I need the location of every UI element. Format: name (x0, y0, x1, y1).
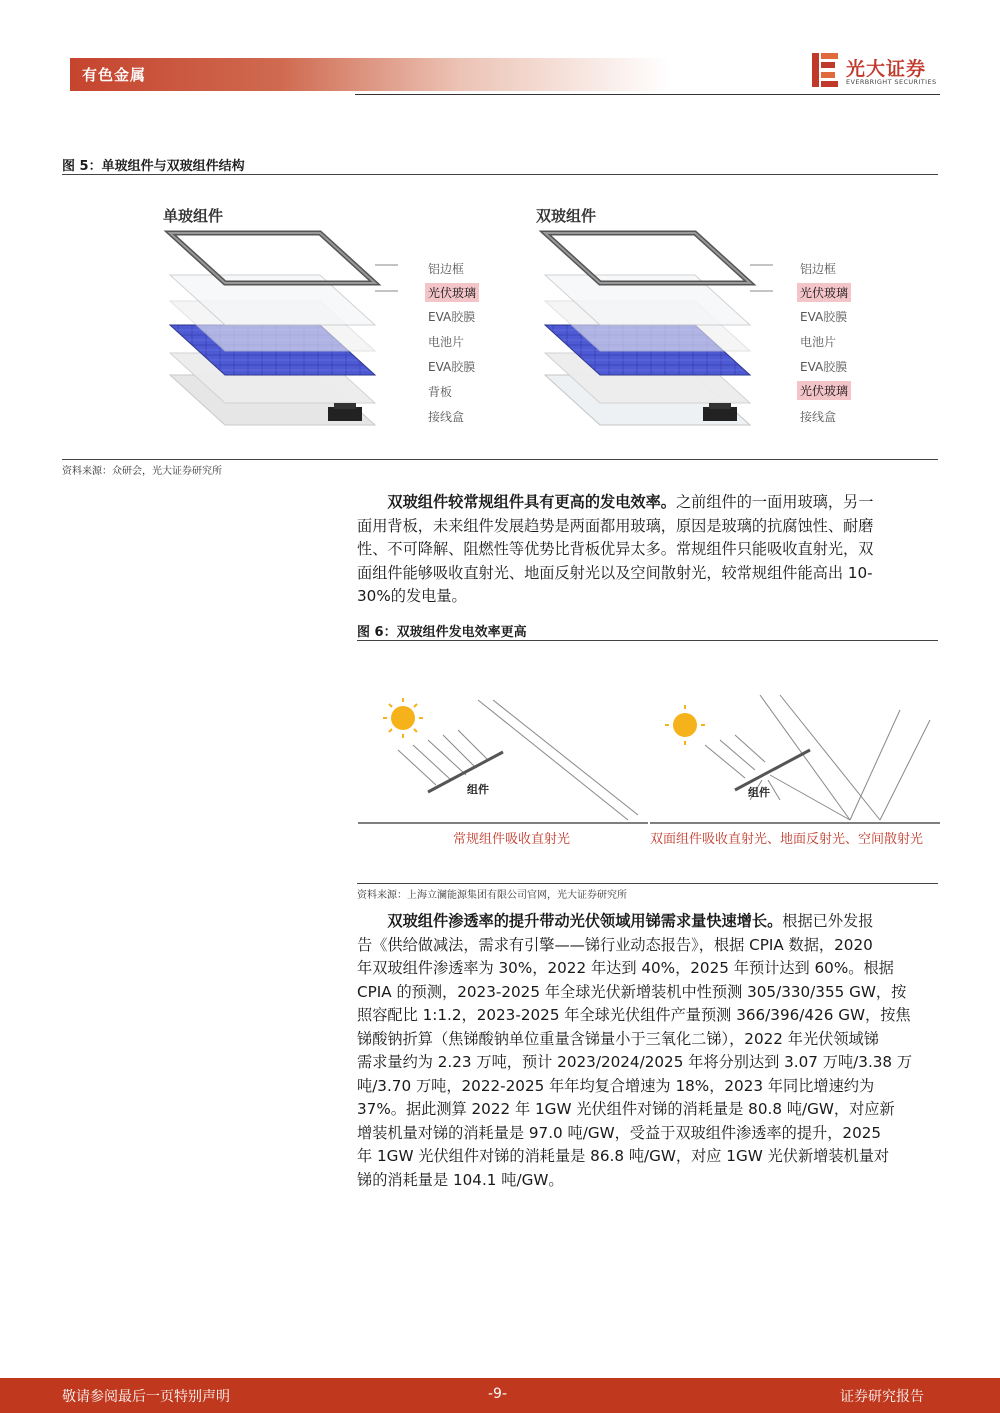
left-label-junction-box: 接线盒 (428, 410, 465, 424)
right-panel-caption: 双面组件吸收直射光、地面反射光、空间散射光 (650, 832, 924, 847)
right-label-eva-bottom: EVA胶膜 (800, 360, 848, 374)
left-label-pv-glass: 光伏玻璃 (425, 283, 479, 302)
paragraph-2: 双玻组件渗透率的提升带动光伏领域用锑需求量快速增长。根据已外发报 告《供给做减法，需求有引擎——锑行业动态报告》，根据 CPIA 数据，2020 年双玻组件渗透率为 30%，2022 年达到 40%，2025 年预计达到 60%。根据 CPIA 的预测，2023-2025 年全球光伏新增装机中性预测 305/330/355 GW，按 照容配比 1:1.2，2023-2025 年全球光伏组件产量预测 366/396/426 GW，按焦 锑酸钠折算（焦锑酸钠单位重量含锑量小于三氧化二锑），2022 年光伏领域锑 需求量约为 2.23 万吨，预计 2023/2024/2025 年将分别达到 3.07 万吨/3.38 万 吨/3.70 万吨，2022-2025 年年均复合增速为 18%，2023 年同比增速约为 37%。据此测算 2022 年 1GW 光伏组件对锑的消耗量是 80.8 吨/GW，对应新 增装机量对锑的消耗量是 97.0 吨/GW，受益于双玻组件渗透率的提升，2025 年 1GW 光伏组件对锑的消耗量是 86.8 吨/GW，对应 1GW 光伏新增装机量对 锑的消耗量是 104.1 吨/GW。 (357, 912, 913, 1189)
figure5-title: 图 5：单玻组件与双玻组件结构 (62, 159, 245, 174)
figure5-source: 资料来源：众研会，光大证券研究所 (62, 466, 222, 477)
right-panel-module-label: 组件 (748, 786, 770, 799)
left-label-eva-top: EVA胶膜 (428, 310, 476, 324)
double-glass-module-diagram (525, 225, 775, 450)
left-label-frame: 铝边框 (428, 262, 465, 276)
figure5-bottom-rule (62, 459, 938, 460)
right-label-frame: 铝边框 (800, 262, 837, 276)
footer-report-type: 证券研究报告 (840, 1389, 924, 1405)
right-label-pv-glass-top: 光伏玻璃 (797, 283, 851, 302)
right-label-junction-box: 接线盒 (800, 410, 837, 424)
left-label-backsheet: 背板 (428, 385, 453, 399)
figure5-right-title: 双玻组件 (536, 207, 597, 225)
left-panel-module-label: 组件 (467, 783, 489, 796)
header-rule (355, 94, 940, 95)
right-label-pv-glass-bottom: 光伏玻璃 (797, 381, 851, 400)
figure5-top-rule (62, 174, 938, 175)
left-panel-caption: 常规组件吸收直射光 (453, 832, 571, 847)
figure5-left-title: 单玻组件 (163, 207, 224, 225)
figure6-title: 图 6：双玻组件发电效率更高 (357, 625, 527, 640)
page-number: -9- (488, 1386, 508, 1402)
brand-name-cn: 光大证券 (846, 58, 927, 80)
everbright-logo-icon (812, 53, 838, 87)
conventional-module-light-diagram (358, 690, 648, 850)
paragraph-1: 双玻组件较常规组件具有更高的发电效率。之前组件的一面用玻璃，另一 面用背板，未来组件发展趋势是两面都用玻璃，原因是玻璃的抗腐蚀性、耐磨 性、不可降解、阻燃性等优势比背板优异太多。常规组件只能吸收直射光，双 面组件能够吸收直射光、地面反射光以及空间散射光，较常规组件能高出 10- 30%的发电量。 (357, 493, 874, 605)
figure6-top-rule (357, 640, 938, 641)
bifacial-module-light-diagram (650, 690, 940, 850)
right-label-eva-top: EVA胶膜 (800, 310, 848, 324)
left-label-cells: 电池片 (428, 335, 465, 349)
sector-label: 有色金属 (82, 66, 147, 84)
header-band (70, 58, 670, 91)
figure6-source: 资料来源：上海立澜能源集团有限公司官网，光大证券研究所 (357, 890, 627, 901)
paragraph-1-lead: 双玻组件较常规组件具有更高的发电效率。 (387, 493, 676, 511)
single-glass-module-diagram (150, 225, 400, 450)
paragraph-2-lead: 双玻组件渗透率的提升带动光伏领域用锑需求量快速增长。 (387, 912, 783, 930)
footer-disclaimer: 敬请参阅最后一页特别声明 (62, 1389, 230, 1405)
left-label-eva-bottom: EVA胶膜 (428, 360, 476, 374)
right-label-cells: 电池片 (800, 335, 837, 349)
figure6-bottom-rule (357, 883, 938, 884)
brand-name-en: EVERBRIGHT SECURITIES (846, 78, 937, 86)
